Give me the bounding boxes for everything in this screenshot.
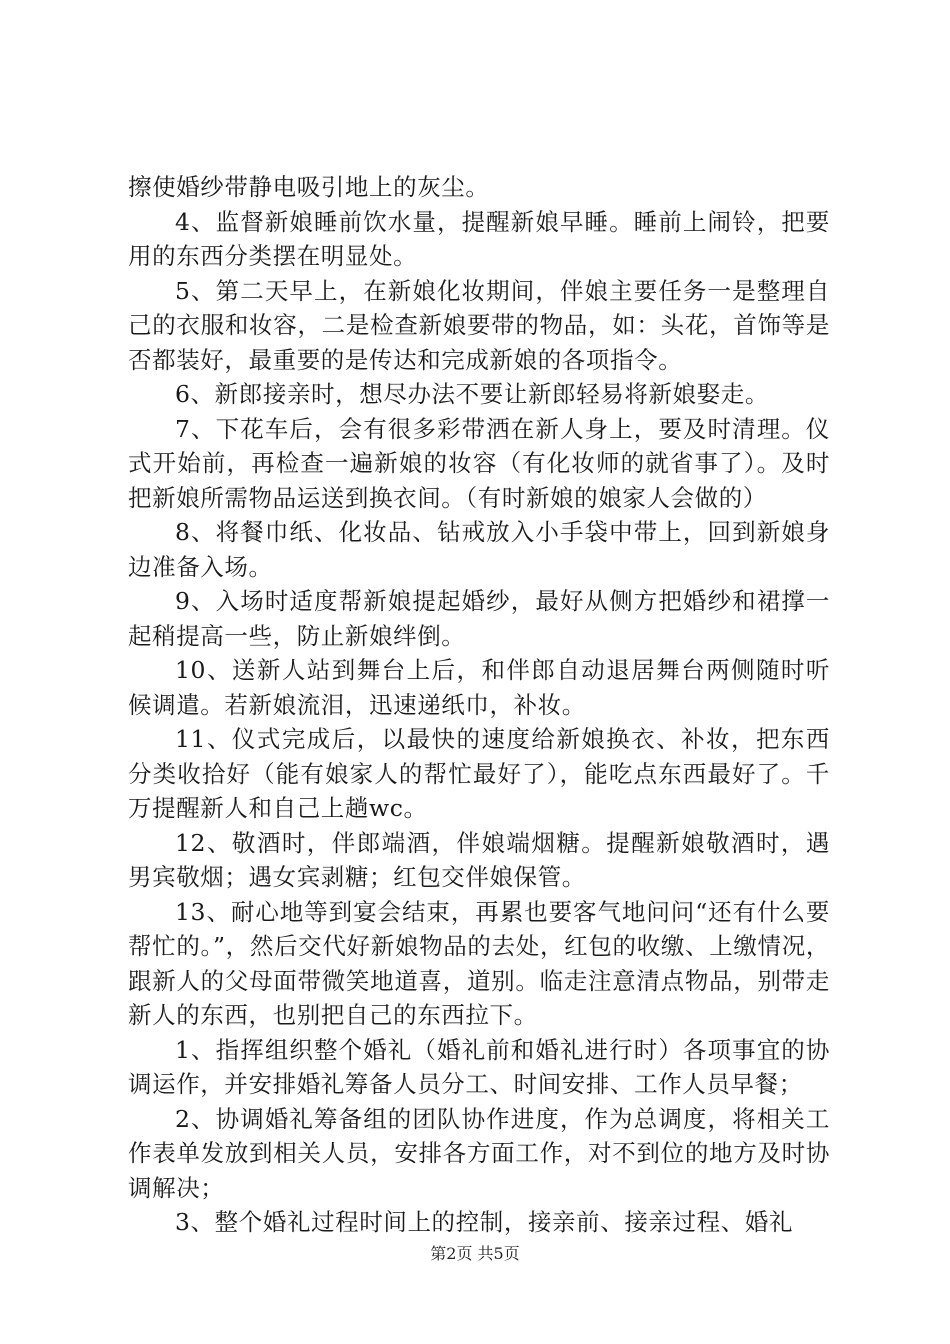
paragraph: 2、协调婚礼筹备组的团队协作进度，作为总调度，将相关工作表单发放到相关人员，安排各方面工作，对不到位的地方及时协调解决； bbox=[128, 1104, 830, 1202]
paragraph: 1、指挥组织整个婚礼（婚礼前和婚礼进行时）各项事宜的协调运作，并安排婚礼筹备人员分工、时间安排、工作人员早餐； bbox=[128, 1035, 830, 1098]
paragraph: 8、将餐巾纸、化妆品、钻戒放入小手袋中带上，回到新娘身边准备入场。 bbox=[128, 518, 830, 581]
paragraph: 擦使婚纱带静电吸引地上的灰尘。 bbox=[128, 173, 490, 201]
paragraph: 7、下花车后，会有很多彩带洒在新人身上，要及时清理。仪式开始前，再检查一遍新娘的妆容（有化妆师的就省事了）。及时把新娘所需物品运送到换衣间。（有时新娘的娘家人会做的） bbox=[128, 414, 830, 512]
paragraph: 6、新郎接亲时，想尽办法不要让新郎轻易将新娘娶走。 bbox=[175, 380, 769, 408]
document-body bbox=[128, 170, 830, 1240]
paragraph: 9、入场时适度帮新娘提起婚纱，最好从侧方把婚纱和裙撑一起稍提高一些，防止新娘绊倒。 bbox=[128, 587, 830, 650]
paragraph: 5、第二天早上，在新娘化妆期间，伴娘主要任务一是整理自己的衣服和妆容，二是检查新娘要带的物品，如：头花，首饰等是否都装好，最重要的是传达和完成新娘的各项指令。 bbox=[128, 276, 830, 374]
paragraph: 4、监督新娘睡前饮水量，提醒新娘早睡。睡前上闹铃，把要用的东西分类摆在明显处。 bbox=[128, 207, 830, 270]
paragraph: 11、仪式完成后，以最快的速度给新娘换衣、补妆，把东西分类收拾好（能有娘家人的帮忙最好了），能吃点东西最好了。千万提醒新人和自己上趟wc。 bbox=[128, 725, 830, 822]
paragraph: 10、送新人站到舞台上后，和伴郎自动退居舞台两侧随时听候调遣。若新娘流泪，迅速递纸巾，补妆。 bbox=[128, 656, 830, 719]
page-footer bbox=[0, 1244, 950, 1264]
paragraph: 12、敬酒时，伴郎端酒，伴娘端烟糖。提醒新娘敬酒时，遇男宾敬烟；遇女宾剥糖；红包交伴娘保管。 bbox=[128, 828, 830, 891]
paragraph: 13、耐心地等到宴会结束，再累也要客气地问问“还有什么要帮忙的。”，然后交代好新娘物品的去处，红包的收缴、上缴情况，跟新人的父母面带微笑地道喜，道别。临走注意清点物品，别带走新人的东西，也别把自己的东西拉下。 bbox=[128, 897, 830, 1029]
page-number: 第2页 共5页 bbox=[430, 1244, 520, 1263]
paragraph: 3、整个婚礼过程时间上的控制，接亲前、接亲过程、婚礼 bbox=[175, 1208, 794, 1236]
